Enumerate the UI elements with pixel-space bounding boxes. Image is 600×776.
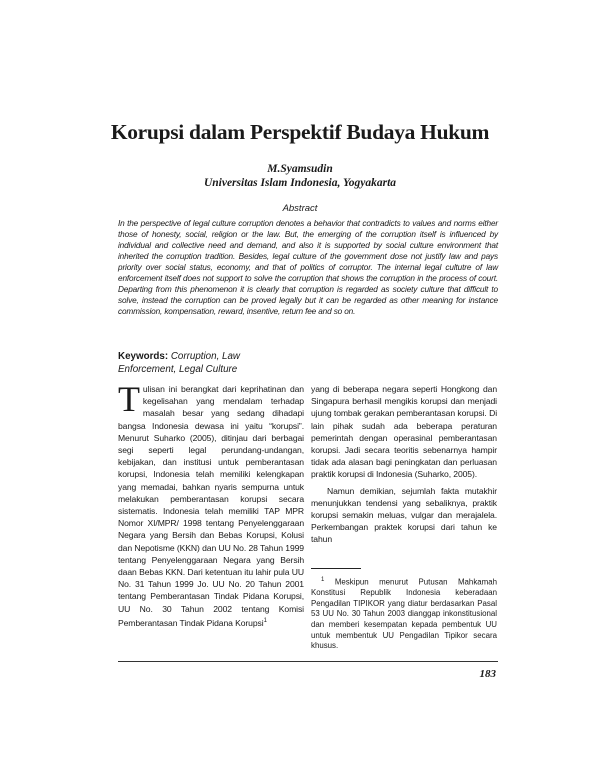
body-paragraph: yang di beberapa negara seperti Hongkong dan Singapura berhasil mengikis korupsi dan menjadi ujung tombak gerakan pemberantasan korupsi. Di lain pihak sudah ada beberapa peraturan pemerintah dengan operasinal pemberantasan korupsi. Jadi secara teoritis sebenarnya hampir tidak ada alasan bagi peningkatan dan perluasan praktik korupsi di Indonesia (Suharko, 2005). xyxy=(311,384,497,480)
keywords-value: Corruption, Law Enforcement, Legal Culture xyxy=(118,351,240,375)
drop-cap: T xyxy=(118,379,140,419)
page-number: 183 xyxy=(479,668,496,680)
footnote-divider xyxy=(311,568,361,569)
footnote-ref: 1 xyxy=(263,617,267,624)
footnote-text: Meskipun menurut Putusan Mahkamah Konstitusi Republik Indonesia keberadaan Pengadilan TIPIKOR yang diatur berdasarkan Pasal 53 UU No. 30 Tahun 2003 dianggap inkonstitusional dan memberi kesempatan kepada pembentuk UU untuk membentuk UU Pengadilan Tipikor secara khusus. xyxy=(311,577,498,651)
keywords-label: Keywords: xyxy=(118,351,169,362)
abstract-text: In the perspective of legal culture corruption denotes a behavior that contradicts to values and norms either those of honesty, social, religion or the law. But, the emerging of the corruption itself is influenced by individual and collective need and demand, and also it is supported by social culture environment that inherited the corruption tradition. Besides, legal culture of the government dose not justify law and pays priority over social status, economy, and that of politics of corruptor. The internal legal cultutre of law enforcement itself does not support to solve the corruption that shows the corruption in the process of court. Departing from this phenomenon it is clearly that corruption is regarded as society culture that difficult to solve, instead the corruption can be proved legally but it can be regarded as other meaning for instance commission, kompensation, reward, insentive, return fee and so on. xyxy=(118,219,498,316)
body-paragraph xyxy=(118,379,304,629)
author-name: M.Syamsudin xyxy=(267,163,333,175)
footnote-mark: 1 xyxy=(321,577,325,583)
body-text: ulisan ini berangkat dari keprihatinan dan kegelisahan yang mendalam terhadap masalah besar yang sedang dihadapi bangsa Indonesia dewasa ini yaitu “korupsi”. Menurut Suharko (2005), ditinjau dari berbagai segi seperti legal perundang-undangan, kebijakan, dan institusi untuk pemberantasan korupsi, Indonesia telah memiliki kelengkapan yang memadai, bahkan nyaris sempurna untuk melakukan pemberantasan korupsi secara sistematis. Indonesia telah memiliki TAP MPR Nomor XI/MPR/ 1998 tentang Penyelenggaraan Negara yang Bersih dan Bebas Korupsi, Kolusi dan Nepotisme (KKN) dan UU No. 28 Tahun 1999 tentang Penyelenggaraan Negara yang Bersih daan Bebas KKN. Dari ketentuan itu lahir pula UU No. 31 Tahun 1999 Jo. UU No. 20 Tahun 2001 tentang Pemberantasan Tindak Pidana Korupsi, UU No. 30 Tahun 2002 tentang Komisi Pemberantasan Tindak Pidana Korupsi xyxy=(118,384,304,628)
paper-title: Korupsi dalam Perspektif Budaya Hukum xyxy=(110,120,490,144)
abstract-heading: Abstract xyxy=(282,203,318,214)
keywords xyxy=(118,351,298,376)
body-column-left xyxy=(118,379,304,629)
footnote xyxy=(311,575,497,652)
author-affiliation: Universitas Islam Indonesia, Yogyakarta xyxy=(203,177,397,189)
body-paragraph: Namun demikian, sejumlah fakta mutakhir menunjukkan tendensi yang sebaliknya, praktik korupsi semakin meluas, vulgar dan merajalela. Perkembangan praktek korupsi dari tahun ke tahun xyxy=(311,485,497,545)
body-column-right xyxy=(311,383,497,546)
footer-rule xyxy=(118,661,498,662)
